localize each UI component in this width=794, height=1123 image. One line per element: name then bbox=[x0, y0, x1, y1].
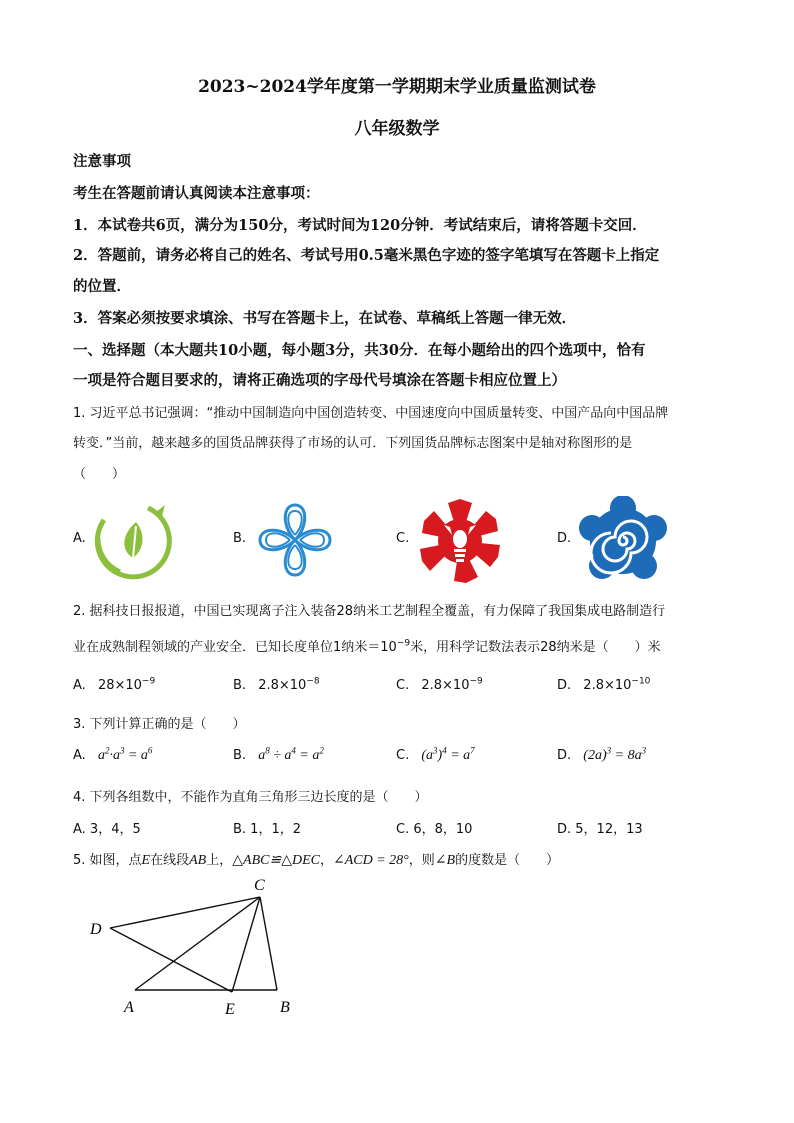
section-heading-cont: 一项是符合题目要求的，请将正确选项的字母代号填涂在答题卡相应位置上） bbox=[73, 372, 566, 389]
exam-subtitle: 八年级数学 bbox=[354, 119, 440, 139]
q2-option-d bbox=[557, 678, 650, 693]
q2-option-a-label: A. bbox=[73, 678, 86, 693]
notes-item-3: 3．答案必须按要求填涂、书写在答题卡上，在试卷、草稿纸上答题一律无效． bbox=[73, 310, 577, 327]
q2-option-c-base: 2.8×10 bbox=[421, 678, 470, 693]
q2-option-d-label: D. bbox=[557, 678, 572, 693]
segment-dc bbox=[110, 897, 260, 928]
q2-option-c-label: C. bbox=[396, 678, 410, 693]
q2-option-b bbox=[233, 678, 320, 693]
q5-triangle-figure bbox=[80, 870, 310, 1020]
q3-option-b bbox=[233, 745, 324, 764]
q5-stem-b: 在线段 bbox=[150, 853, 190, 868]
q4-option-a: A. 3，4，5 bbox=[73, 822, 141, 837]
segment-ce bbox=[232, 897, 260, 992]
q3-option-a bbox=[73, 745, 153, 764]
q3-option-b-expr: $a^8 \div a^4 = a^2$ bbox=[258, 745, 324, 763]
q3-option-a-expr: $a^2\cdot a^3 = a^6$ bbox=[97, 745, 153, 763]
q4-option-d: D. 5，12，13 bbox=[557, 822, 643, 837]
q2-line-2 bbox=[73, 636, 661, 655]
q5-point-e: E bbox=[141, 853, 151, 868]
label-b: B bbox=[280, 999, 290, 1016]
q3-option-c-expr: $(a^3)^4 = a^7$ bbox=[421, 745, 475, 763]
q2-option-b-label: B. bbox=[233, 678, 247, 693]
q1-line-2: 转变．”当前，越来越多的国货品牌获得了市场的认可．下列国货品牌标志图案中是轴对称图形的是 bbox=[73, 436, 633, 451]
q2-option-a bbox=[73, 678, 155, 693]
q1-option-c-label: C. bbox=[396, 531, 410, 546]
segment-ca bbox=[135, 897, 260, 990]
notes-item-2-cont: 的位置． bbox=[73, 278, 131, 295]
label-d: D bbox=[90, 921, 102, 938]
label-e: E bbox=[225, 1001, 235, 1018]
q1-option-a-label: A. bbox=[73, 531, 86, 546]
label-c: C bbox=[254, 877, 265, 894]
q2-option-c bbox=[396, 678, 483, 693]
q5-stem-d: ， bbox=[319, 853, 333, 868]
q2-option-b-exp: −8 bbox=[306, 676, 320, 687]
q2-option-d-exp: −10 bbox=[631, 676, 651, 687]
q1-line-3: （ ） bbox=[73, 467, 126, 482]
q2-line-2-post: 米，用科学记数法表示28纳米是（ ）米 bbox=[410, 640, 661, 655]
q5-congruence: △ABC≌△DEC bbox=[232, 853, 320, 868]
q3-option-c-label: C. bbox=[396, 748, 410, 763]
q3-option-d-expr: $(2a)^3 = 8a^3$ bbox=[583, 745, 647, 763]
label-a: A bbox=[124, 999, 134, 1016]
blue-spiral-logo bbox=[578, 496, 668, 586]
q5-stem-a: 5. 如图，点 bbox=[73, 853, 142, 868]
q2-option-d-base: 2.8×10 bbox=[583, 678, 632, 693]
q3-option-b-label: B. bbox=[233, 748, 247, 763]
q3-option-d-label: D. bbox=[557, 748, 572, 763]
section-heading: 一、选择题（本大题共10小题，每小题3分，共30分．在每小题给出的四个选项中，恰有 bbox=[73, 342, 646, 359]
q3-option-c bbox=[396, 745, 475, 764]
q4-option-b: B. 1，1，2 bbox=[233, 822, 301, 837]
q3-option-d bbox=[557, 745, 647, 764]
q5-segment-ab: AB bbox=[189, 853, 207, 868]
q3-stem: 3. 下列计算正确的是（ ） bbox=[73, 717, 246, 732]
q2-line-2-exp: −9 bbox=[396, 638, 411, 649]
segment-de bbox=[110, 928, 232, 992]
q2-line-2-pre: 业在成熟制程领域的产业安全．已知长度单位1纳米＝10 bbox=[73, 640, 397, 655]
q2-line-1: 2. 据科技日报报道，中国已实现离子注入装备28纳米工艺制程全覆盖，有力保障了我国集成电路制造行 bbox=[73, 604, 666, 619]
q5-stem bbox=[73, 849, 559, 869]
q1-option-d-label: D. bbox=[557, 531, 572, 546]
q2-option-a-exp: −9 bbox=[141, 676, 156, 687]
blue-knot-logo bbox=[252, 497, 338, 583]
q2-option-b-base: 2.8×10 bbox=[258, 678, 307, 693]
notes-item-2: 2．答题前，请务必将自己的姓名、考试号用0.5毫米黑色字迹的签字笔填写在答题卡上指定 bbox=[73, 247, 660, 264]
q2-option-a-base: 28×10 bbox=[97, 678, 142, 693]
q5-angle-acd: ∠ACD = 28° bbox=[332, 853, 409, 868]
q3-option-a-label: A. bbox=[73, 748, 86, 763]
q5-stem-f: 的度数是（ ） bbox=[455, 853, 560, 868]
notes-intro: 考生在答题前请认真阅读本注意事项： bbox=[73, 185, 320, 202]
q4-option-c: C. 6，8，10 bbox=[396, 822, 473, 837]
notes-heading: 注意事项 bbox=[73, 153, 131, 170]
q1-option-b-label: B. bbox=[233, 531, 247, 546]
q5-angle-b: ∠B bbox=[434, 853, 456, 868]
red-flower-logo bbox=[416, 497, 504, 585]
q5-stem-c: 上， bbox=[206, 853, 233, 868]
q5-stem-e: ，则 bbox=[408, 853, 435, 868]
q1-line-1: 1. 习近平总书记强调：“推动中国制造向中国创造转变、中国速度向中国质量转变、中国产品向中国品牌 bbox=[73, 406, 669, 421]
leaf-circle-logo bbox=[90, 500, 176, 582]
segment-cb bbox=[260, 897, 277, 990]
exam-title: 2023~2024学年度第一学期期末学业质量监测试卷 bbox=[198, 77, 596, 97]
q4-stem: 4. 下列各组数中，不能作为直角三角形三边长度的是（ ） bbox=[73, 790, 428, 805]
q2-option-c-exp: −9 bbox=[469, 676, 483, 687]
notes-item-1: 1．本试卷共6页，满分为150分，考试时间为120分钟．考试结束后，请将答题卡交回． bbox=[73, 217, 647, 234]
